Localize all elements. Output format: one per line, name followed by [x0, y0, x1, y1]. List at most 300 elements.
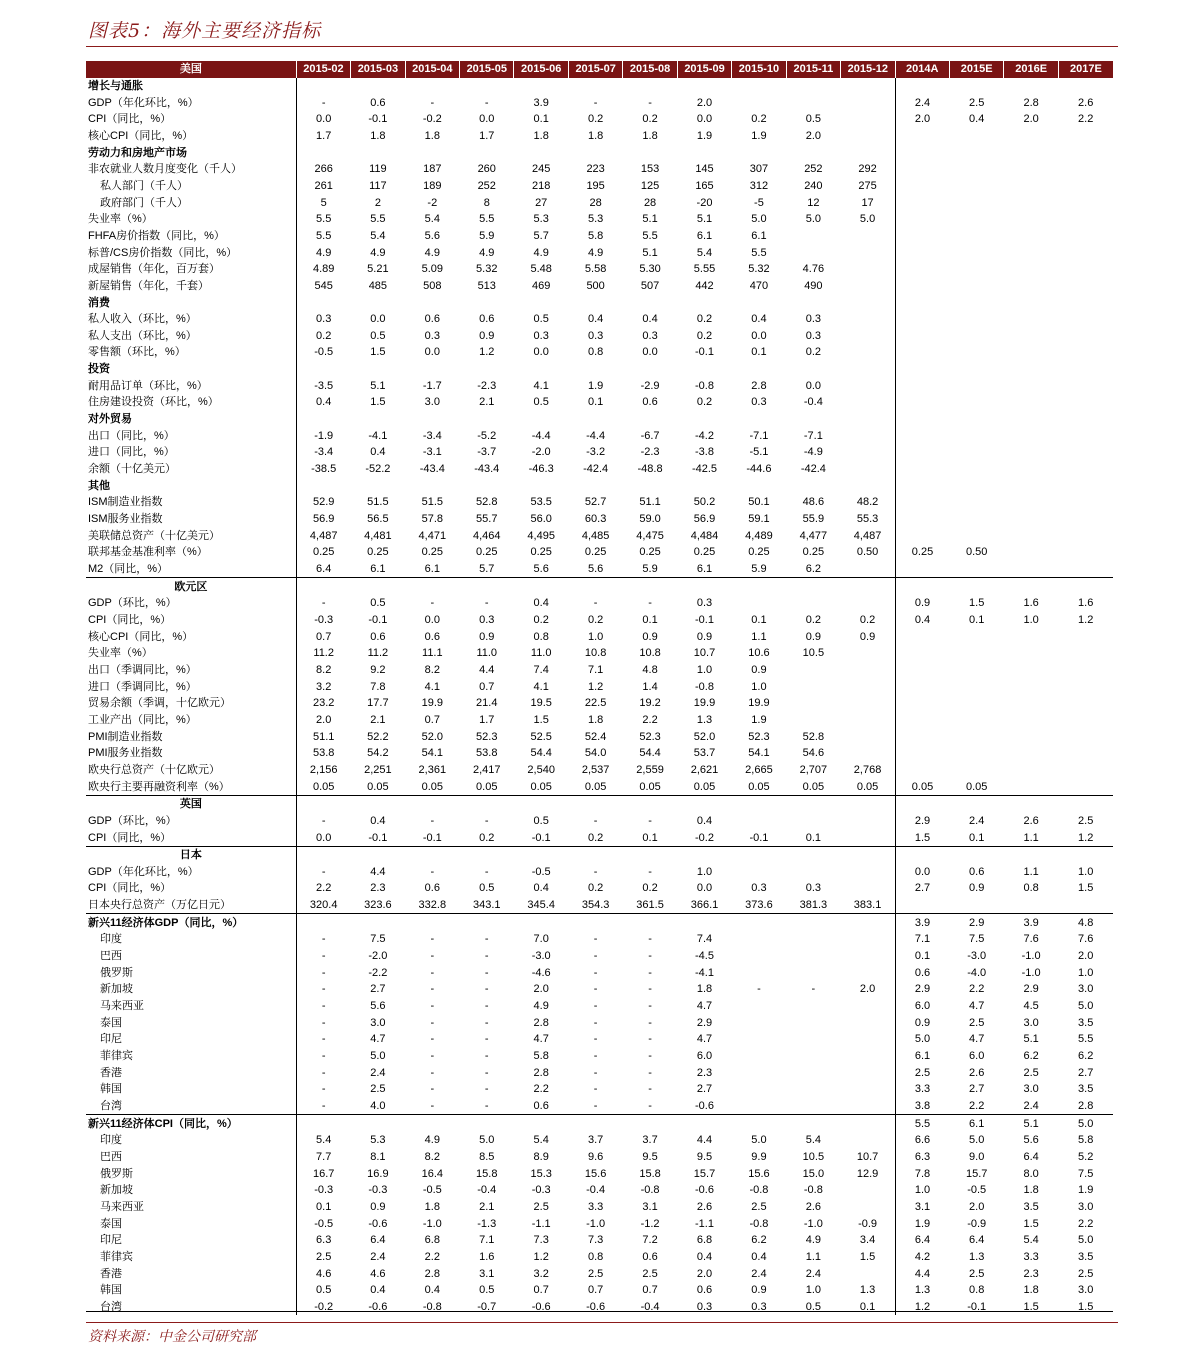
value-cell: 5.55 — [693, 263, 716, 276]
value-cell — [949, 427, 1003, 444]
value-cell: 5.5 — [479, 213, 495, 226]
value-cell — [786, 411, 840, 428]
value-cell — [568, 1115, 622, 1132]
value-cell — [949, 628, 1003, 645]
value-cell: 0.05 — [786, 778, 840, 795]
value-cell: 0.25 — [802, 546, 825, 559]
value-cell: 52.5 — [530, 730, 552, 743]
value-cell: -4.1 — [368, 429, 388, 442]
value-cell — [623, 914, 677, 931]
value-cell — [1004, 261, 1058, 278]
value-cell: 8.2 — [424, 1150, 440, 1163]
value-cell: 1.5 — [859, 1250, 876, 1263]
value-cell: -0.6 — [586, 1300, 606, 1313]
value-cell: 1.9 — [696, 129, 713, 142]
value-cell: 0.2 — [642, 113, 658, 126]
indicator-label: 日本央行总资产（万亿日元） — [86, 897, 296, 914]
value-cell — [1004, 678, 1058, 695]
table-row — [86, 628, 1113, 645]
value-cell — [732, 1014, 786, 1031]
value-cell: 5.5 — [642, 229, 658, 242]
value-cell: -4.4 — [531, 429, 551, 442]
value-cell: 0.9 — [895, 595, 949, 612]
value-cell — [949, 261, 1003, 278]
section-label: 其他 — [88, 479, 110, 492]
value-cell: 3.0 — [1078, 1284, 1094, 1297]
value-cell — [623, 294, 677, 311]
value-cell: 361.5 — [623, 897, 677, 914]
value-cell: 0.25 — [639, 546, 661, 559]
value-cell — [949, 511, 1003, 528]
table-row — [86, 444, 1113, 461]
value-cell — [1004, 78, 1058, 95]
value-cell: 0.4 — [533, 882, 549, 895]
value-cell: 2.2 — [424, 1250, 440, 1263]
table-row — [86, 561, 1113, 578]
value-cell: 1.2 — [479, 346, 495, 359]
value-cell — [514, 294, 568, 311]
value-cell: - — [296, 1014, 350, 1031]
value-cell — [1058, 762, 1113, 779]
value-cell: 2.6 — [805, 1200, 822, 1213]
value-cell: 1.0 — [751, 680, 767, 693]
value-cell: -46.3 — [528, 463, 554, 476]
value-cell: -0.8 — [695, 379, 714, 392]
value-cell — [351, 846, 405, 863]
indicator-label: 余额（十亿美元） — [88, 463, 176, 476]
value-cell — [296, 361, 350, 378]
value-cell: 15.7 — [965, 1167, 988, 1180]
economic-indicators-table — [86, 61, 1113, 1315]
value-cell — [895, 762, 949, 779]
header-column: 2015-07 — [568, 61, 622, 78]
value-cell: - — [648, 1083, 652, 1096]
value-cell: 2.5 — [370, 1083, 386, 1096]
value-cell — [1058, 527, 1113, 544]
value-cell: - — [430, 1016, 435, 1029]
value-cell: 4.1 — [533, 379, 549, 392]
value-cell — [786, 228, 840, 245]
value-cell — [1004, 778, 1058, 795]
value-cell — [1058, 128, 1113, 145]
value-cell — [732, 1098, 786, 1115]
value-cell: 1.7 — [479, 713, 495, 726]
indicator-label: 马来西亚 — [100, 1000, 144, 1013]
value-cell: -43.4 — [474, 463, 500, 476]
table-row — [86, 111, 1113, 128]
section-header-row — [86, 477, 1113, 494]
value-cell: 9.0 — [969, 1150, 985, 1163]
value-cell: - — [593, 1016, 598, 1029]
value-cell: - — [648, 1016, 652, 1029]
value-cell — [895, 211, 949, 228]
value-cell: -0.2 — [422, 113, 442, 126]
value-cell: 1.0 — [696, 663, 713, 676]
value-cell: 0.2 — [805, 346, 822, 359]
value-cell: 4,489 — [745, 529, 773, 542]
value-cell: 6.0 — [895, 998, 949, 1015]
value-cell: 2.7 — [370, 983, 386, 996]
value-cell: 153 — [640, 163, 660, 176]
value-cell — [405, 78, 459, 95]
section-label: 劳动力和房地产市场 — [88, 146, 187, 159]
value-cell — [296, 78, 350, 95]
value-cell: 6.1 — [696, 229, 713, 242]
value-cell — [895, 328, 949, 345]
header-column: 2015-06 — [514, 61, 568, 78]
value-cell: 0.1 — [751, 346, 767, 359]
value-cell — [949, 712, 1003, 729]
value-cell — [1004, 361, 1058, 378]
value-cell: 513 — [477, 279, 496, 292]
value-cell — [1004, 494, 1058, 511]
value-cell — [841, 1182, 895, 1199]
value-cell: 54.0 — [584, 747, 607, 760]
value-cell — [841, 278, 895, 295]
value-cell — [623, 795, 677, 812]
table-row — [86, 662, 1113, 679]
value-cell: 6.4 — [296, 561, 350, 578]
value-cell — [732, 948, 786, 965]
value-cell — [405, 578, 459, 595]
value-cell: 0.1 — [949, 829, 1003, 846]
value-cell: 0.0 — [296, 111, 350, 128]
value-cell — [1004, 846, 1058, 863]
value-cell: 4.1 — [533, 680, 549, 693]
value-cell — [1004, 311, 1058, 328]
value-cell: - — [648, 983, 652, 996]
value-cell: 2.5 — [751, 1200, 767, 1213]
value-cell: 6.0 — [696, 1050, 713, 1063]
value-cell — [841, 561, 895, 578]
value-cell: 2.4 — [895, 94, 949, 111]
value-cell — [405, 1115, 459, 1132]
header-column: 2015-05 — [460, 61, 514, 78]
value-cell — [895, 561, 949, 578]
value-cell — [1004, 444, 1058, 461]
value-cell: 381.3 — [786, 897, 840, 914]
table-row — [86, 829, 1113, 846]
value-cell: 0.0 — [424, 613, 440, 626]
value-cell — [1004, 328, 1058, 345]
value-cell: 266 — [296, 161, 350, 178]
indicator-label: 非农就业人数月度变化（千人） — [88, 163, 242, 176]
value-cell: 53.7 — [693, 747, 716, 760]
value-cell: 1.8 — [1023, 1284, 1039, 1297]
value-cell — [1004, 278, 1058, 295]
table-row — [86, 178, 1113, 195]
value-cell: 9.5 — [696, 1150, 713, 1163]
value-cell: -0.2 — [677, 829, 731, 846]
indicator-label: GDP（环比，%） — [88, 597, 177, 610]
value-cell: 48.2 — [856, 496, 879, 509]
value-cell — [949, 561, 1003, 578]
value-cell: 4.7 — [696, 1000, 713, 1013]
value-cell: 15.8 — [639, 1167, 661, 1180]
section-header-row — [86, 1115, 1113, 1132]
value-cell: 10.5 — [802, 647, 825, 660]
value-cell — [460, 477, 514, 494]
header-column: 2015E — [949, 61, 1003, 78]
indicator-label: 马来西亚 — [100, 1200, 144, 1213]
value-cell — [1058, 328, 1113, 345]
value-cell: -0.2 — [296, 1299, 350, 1316]
value-cell: -0.8 — [422, 1300, 442, 1313]
value-cell: 4.9 — [533, 1000, 549, 1013]
value-cell — [405, 361, 459, 378]
value-cell: 2.8 — [533, 1066, 549, 1079]
value-cell: 0.6 — [370, 630, 386, 643]
value-cell: 5.8 — [587, 229, 604, 242]
value-cell: 5.5 — [895, 1115, 949, 1132]
indicator-label: 联邦基金基准利率（%） — [88, 546, 208, 559]
value-cell: 3.7 — [642, 1134, 658, 1147]
value-cell — [786, 361, 840, 378]
value-cell: 0.6 — [642, 396, 658, 409]
value-cell — [895, 745, 949, 762]
value-cell: 4.76 — [802, 263, 825, 276]
value-cell: - — [593, 1050, 598, 1063]
value-cell: 0.1 — [751, 613, 767, 626]
value-cell: 3.9 — [533, 96, 549, 109]
value-cell — [1004, 745, 1058, 762]
value-cell: 2.0 — [1078, 950, 1094, 963]
value-cell: 4,471 — [418, 529, 447, 542]
value-cell: 1.4 — [642, 680, 658, 693]
value-cell: 0.25 — [296, 544, 350, 561]
value-cell: 0.25 — [693, 546, 716, 559]
value-cell: 3.0 — [1078, 1200, 1094, 1213]
value-cell: 3.1 — [642, 1200, 658, 1213]
value-cell: - — [296, 948, 350, 965]
value-cell — [405, 411, 459, 428]
value-cell: 3.7 — [587, 1134, 604, 1147]
value-cell: 7.6 — [1023, 933, 1039, 946]
value-cell — [1004, 628, 1058, 645]
value-cell — [296, 294, 350, 311]
table-row — [86, 1031, 1113, 1048]
value-cell: 1.8 — [533, 129, 549, 142]
value-cell: 2,540 — [527, 763, 555, 776]
value-cell: -1.2 — [640, 1217, 660, 1230]
indicator-label: GDP（环比，%） — [88, 814, 177, 827]
value-cell: 6.1 — [677, 561, 731, 578]
header-column: 2015-03 — [351, 61, 405, 78]
value-cell — [405, 914, 459, 931]
header-column: 2015-11 — [786, 61, 840, 78]
value-cell: 2.0 — [696, 96, 713, 109]
value-cell: 0.1 — [296, 1199, 350, 1216]
value-cell: 8.0 — [1023, 1167, 1039, 1180]
value-cell — [623, 361, 677, 378]
value-cell: 0.05 — [460, 778, 514, 795]
value-cell — [841, 261, 895, 278]
value-cell: 4,464 — [472, 529, 501, 542]
value-cell — [1058, 561, 1113, 578]
value-cell: 57.8 — [421, 513, 444, 526]
value-cell: 54.6 — [802, 747, 825, 760]
value-cell: 19.2 — [639, 697, 661, 710]
value-cell: 1.8 — [424, 129, 440, 142]
value-cell: - — [296, 595, 350, 612]
value-cell: -0.9 — [967, 1217, 987, 1230]
value-cell: 10.7 — [693, 647, 716, 660]
value-cell: 0.2 — [587, 882, 604, 895]
value-cell: - — [648, 597, 652, 610]
indicator-label: 韩国 — [100, 1083, 122, 1096]
value-cell: 23.2 — [296, 695, 350, 712]
value-cell: 5.3 — [533, 213, 549, 226]
value-cell: 252 — [477, 179, 496, 192]
value-cell: -3.5 — [296, 377, 350, 394]
value-cell: 9.5 — [642, 1150, 658, 1163]
indicator-label: 零售额（环比，%） — [88, 346, 186, 359]
value-cell — [460, 144, 514, 161]
value-cell: 0.4 — [370, 1284, 386, 1297]
value-cell — [895, 695, 949, 712]
value-cell: - — [593, 597, 598, 610]
table-row — [86, 1132, 1113, 1149]
value-cell — [949, 527, 1003, 544]
indicator-label: 泰国 — [100, 1016, 122, 1029]
value-cell: 1.0 — [696, 865, 713, 878]
value-cell: 0.50 — [856, 546, 879, 559]
value-cell — [895, 411, 949, 428]
value-cell — [351, 578, 405, 595]
table-row — [86, 494, 1113, 511]
value-cell: - — [648, 1033, 652, 1046]
value-cell — [1058, 278, 1113, 295]
value-cell — [841, 948, 895, 965]
value-cell: 1.1 — [805, 1250, 822, 1263]
value-cell — [895, 678, 949, 695]
value-cell: - — [296, 1031, 350, 1048]
value-cell — [841, 1115, 895, 1132]
value-cell: 5.6 — [1023, 1134, 1039, 1147]
value-cell — [949, 678, 1003, 695]
table-row — [86, 981, 1113, 998]
value-cell — [786, 1031, 840, 1048]
value-cell — [568, 477, 622, 494]
table-row — [86, 998, 1113, 1015]
value-cell: -20 — [696, 196, 713, 209]
value-cell: -42.4 — [800, 463, 826, 476]
value-cell: 0.4 — [696, 1250, 713, 1263]
value-cell — [841, 1132, 895, 1149]
value-cell — [1004, 561, 1058, 578]
value-cell: 1.5 — [1078, 1300, 1094, 1313]
value-cell: 0.1 — [623, 829, 677, 846]
value-cell — [786, 78, 840, 95]
value-cell — [1058, 444, 1113, 461]
value-cell: 2.9 — [696, 1016, 713, 1029]
value-cell: 2.8 — [1023, 96, 1039, 109]
value-cell: 4,487 — [853, 529, 882, 542]
value-cell — [1058, 161, 1113, 178]
value-cell — [1004, 544, 1058, 561]
value-cell: 5.4 — [424, 213, 440, 226]
value-cell — [677, 78, 731, 95]
value-cell: 4.8 — [642, 663, 658, 676]
table-row — [86, 1215, 1113, 1232]
indicator-label: 进口（季调同比，%） — [88, 680, 197, 693]
value-cell: 5.5 — [370, 213, 386, 226]
header-column: 2016E — [1004, 61, 1058, 78]
value-cell: 7.3 — [533, 1234, 549, 1247]
value-cell: 0.3 — [696, 1300, 713, 1313]
value-cell: 0.3 — [479, 613, 495, 626]
value-cell — [841, 745, 895, 762]
value-cell: 2,361 — [418, 763, 447, 776]
value-cell — [677, 144, 731, 161]
value-cell: - — [593, 1000, 598, 1013]
indicator-label: 印度 — [100, 1134, 122, 1147]
value-cell — [949, 361, 1003, 378]
table-row — [86, 964, 1113, 981]
value-cell: - — [623, 1098, 677, 1115]
value-cell: 1.5 — [370, 346, 386, 359]
value-cell — [949, 294, 1003, 311]
value-cell: 0.2 — [642, 882, 658, 895]
value-cell: - — [593, 950, 598, 963]
value-cell: -0.1 — [695, 346, 714, 359]
table-row — [86, 1249, 1113, 1266]
value-cell: 218 — [532, 179, 551, 192]
value-cell — [949, 411, 1003, 428]
value-cell: 1.2 — [533, 1250, 549, 1263]
value-cell: -7.1 — [749, 429, 769, 442]
value-cell: - — [484, 983, 489, 996]
table-row — [86, 762, 1113, 779]
value-cell: 1.9 — [751, 713, 767, 726]
section-header-row — [86, 78, 1113, 95]
table-row — [86, 511, 1113, 528]
value-cell: 52.9 — [296, 494, 350, 511]
value-cell — [895, 427, 949, 444]
value-cell: 223 — [586, 163, 605, 176]
header-column: 2017E — [1058, 61, 1113, 78]
value-cell — [895, 144, 949, 161]
value-cell: 0.05 — [405, 778, 459, 795]
value-cell — [568, 795, 622, 812]
value-cell — [1004, 244, 1058, 261]
value-cell: 0.2 — [533, 613, 549, 626]
value-cell: 5.4 — [696, 246, 713, 259]
value-cell: 8.9 — [533, 1150, 549, 1163]
value-cell: 4.7 — [370, 1033, 386, 1046]
value-cell: 0.4 — [751, 313, 767, 326]
value-cell: -2.2 — [368, 966, 388, 979]
value-cell: 1.0 — [587, 630, 604, 643]
value-cell — [1004, 427, 1058, 444]
value-cell: 1.5 — [895, 829, 949, 846]
value-cell: -0.5 — [531, 865, 551, 878]
value-cell — [895, 444, 949, 461]
value-cell: 1.0 — [895, 1182, 949, 1199]
value-cell — [296, 914, 350, 931]
value-cell: 2.0 — [895, 111, 949, 128]
value-cell: 4.7 — [969, 1000, 985, 1013]
value-cell: 2.5 — [969, 1016, 985, 1029]
value-cell — [949, 244, 1003, 261]
value-cell — [841, 427, 895, 444]
value-cell: 0.25 — [367, 546, 389, 559]
value-cell — [895, 194, 949, 211]
value-cell — [677, 477, 731, 494]
value-cell: 373.6 — [732, 897, 786, 914]
value-cell: -0.1 — [695, 613, 714, 626]
value-cell: 4,477 — [799, 529, 828, 542]
